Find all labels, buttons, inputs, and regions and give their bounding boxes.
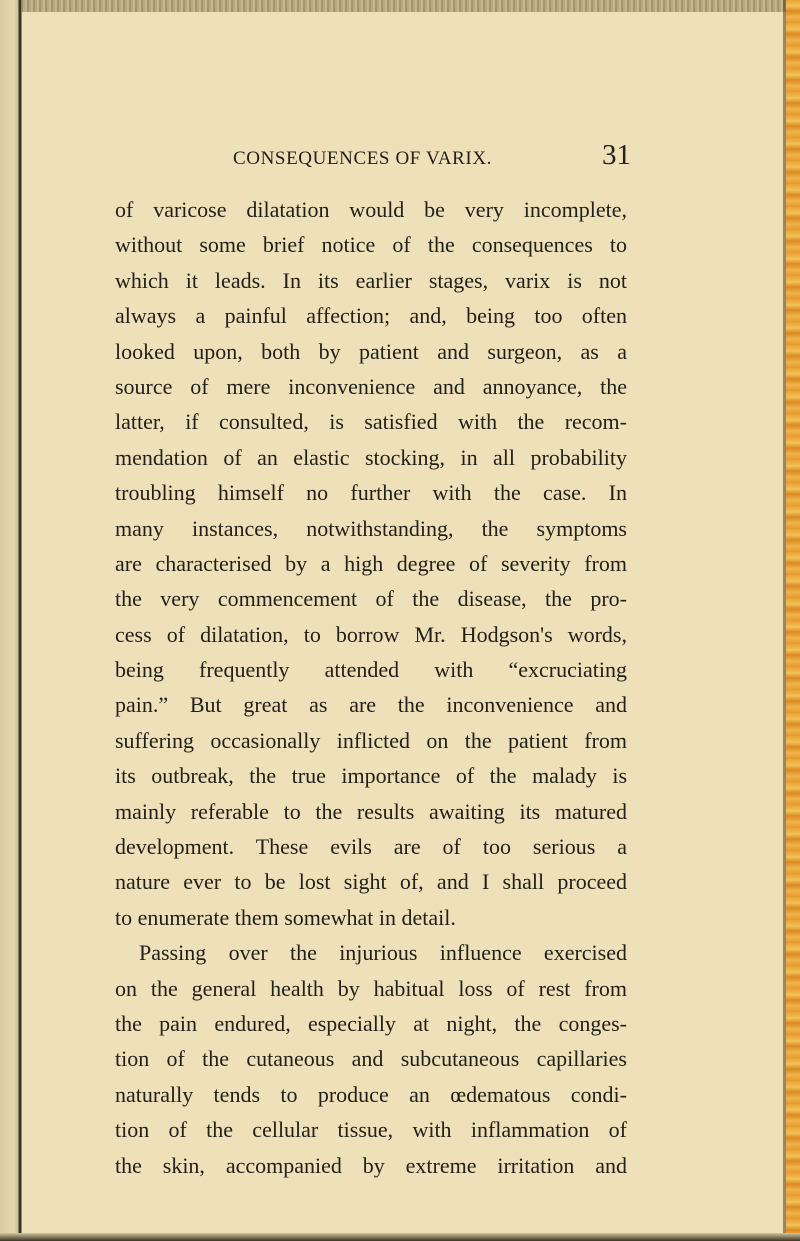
text-line: of varicose dilatation would be very incomplete, <box>115 197 627 222</box>
scan-right-book-edge <box>786 0 800 1241</box>
page-header <box>233 139 631 175</box>
paragraph-end-line: to enumerate them somewhat in detail. <box>115 904 456 930</box>
text-line: tion of the cellular tissue, with inflammation of <box>115 1117 627 1143</box>
body-text <box>115 192 627 1183</box>
scan-bottom-edge <box>0 1233 800 1241</box>
text-line: mainly referable to the results awaiting its matured <box>115 798 627 824</box>
paragraph-start-line: Passing over the injurious influence exercised <box>139 940 627 966</box>
text-line: development. These evils are of too serious a <box>115 834 627 860</box>
running-title: CONSEQUENCES OF VARIX. <box>233 148 493 169</box>
text-line: the very commencement of the disease, the pro- <box>115 586 627 612</box>
scan-left-binding <box>0 0 22 1241</box>
text-line: latter, if consulted, is satisfied with the recom- <box>115 409 627 435</box>
page-number: 31 <box>602 139 631 171</box>
text-line: are characterised by a high degree of severity from <box>115 550 627 576</box>
text-line: mendation of an elastic stocking, in all probability <box>115 444 627 470</box>
text-line: suffering occasionally inflicted on the patient from <box>115 727 627 753</box>
text-line: its outbreak, the true importance of the malady is <box>115 763 627 789</box>
text-line: tion of the cutaneous and subcutaneous capillaries <box>115 1046 627 1072</box>
text-line: many instances, notwithstanding, the symptoms <box>115 515 627 541</box>
text-line: the pain endured, especially at night, the conges- <box>115 1010 627 1036</box>
text-line: always a painful affection; and, being too often <box>115 303 627 329</box>
text-line: the skin, accompanied by extreme irritation and <box>115 1152 627 1178</box>
text-line: being frequently attended with “excruciating <box>115 657 627 683</box>
text-line: troubling himself no further with the case. In <box>115 480 627 506</box>
text-line: on the general health by habitual loss of rest from <box>115 975 627 1001</box>
text-line: naturally tends to produce an œdematous condi- <box>115 1081 627 1107</box>
text-line: without some brief notice of the consequences to <box>115 232 627 258</box>
text-line: cess of dilatation, to borrow Mr. Hodgson's words, <box>115 621 627 647</box>
text-line: which it leads. In its earlier stages, varix is not <box>115 267 627 293</box>
scan-top-edge <box>0 0 800 12</box>
text-line: looked upon, both by patient and surgeon, as a <box>115 338 627 364</box>
text-line: source of mere inconvenience and annoyance, the <box>115 373 627 399</box>
text-line: nature ever to be lost sight of, and I shall proceed <box>115 869 627 895</box>
text-line: pain.” But great as are the inconvenience and <box>115 692 627 718</box>
